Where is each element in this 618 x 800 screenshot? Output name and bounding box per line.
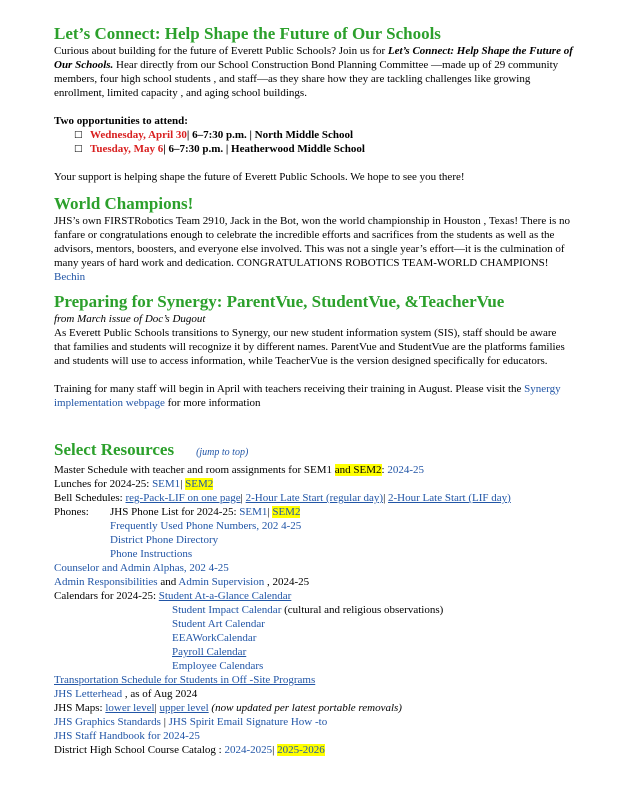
event-date-1: □ Wednesday, April 30| 6–7:30 p.m. | North Middle School	[74, 129, 354, 141]
transportation-link[interactable]: Transportation Schedule for Students in Off -Site Programs	[54, 674, 316, 686]
opportunities-title: Two opportunities to attend:	[54, 115, 188, 127]
event-date-2: □ Tuesday, May 6| 6–7:30 p.m. | Heatherwood Middle School	[74, 143, 365, 155]
at-a-glance-calendar-link[interactable]: Student At-a-Glance Calendar	[158, 590, 292, 602]
synergy-source: from March issue of Doc’s Dugout	[54, 313, 206, 325]
staff-handbook-link[interactable]: JHS Staff Handbook for 2024-25	[54, 730, 200, 742]
connect-paragraph: Curious about building for the future of Everett Public Schools? Join us for Let’s Connect: Help Shape the Future of Our Schools. Hear directly from our School Construction Bond Planning Committee —made up of 29 community members, four high school students , and staff—as they share how they are tackling challenges like growing enrollment, limited capacity , and aging school buildings.	[54, 45, 573, 99]
graphics-row: JHS Graphics Standards | JHS Spirit Email Signature How -to	[54, 716, 328, 728]
author-link[interactable]: Bechin	[54, 271, 86, 283]
art-calendar-link[interactable]: Student Art Calendar	[172, 618, 265, 630]
synergy-webpage-link[interactable]: Synergy implementation webpage	[54, 383, 561, 409]
lunches-row: Lunches for 2024-25: SEM1| SEM2	[54, 478, 214, 490]
letterhead-row: JHS Letterhead , as of Aug 2024	[54, 688, 198, 700]
connect-heading: Let’s Connect: Help Shape the Future of Our Schools	[54, 24, 441, 43]
synergy-paragraph-2: Training for many staff will begin in April with teachers receiving their training in August. Please visit the Synergy implementation webpage for more information	[54, 383, 561, 409]
frequent-numbers-link[interactable]: Frequently Used Phone Numbers, 202 4-25	[110, 520, 302, 532]
employee-calendars-link[interactable]: Employee Calendars	[172, 660, 264, 672]
bell-schedules-row: Bell Schedules: reg-Pack-LIF on one page| 2-Hour Late Start (regular day)| 2-Hour Late Start (LIF day)	[54, 492, 511, 504]
synergy-heading: Preparing for Synergy: ParentVue, StudentVue, &TeacherVue	[54, 292, 505, 311]
phones-sem1-link[interactable]: SEM1	[239, 506, 268, 518]
jump-to-top-link[interactable]: (jump to top)	[196, 447, 249, 458]
master-schedule-row: Master Schedule with teacher and room assignments for SEM1 and SEM2: 2024-25	[54, 464, 424, 476]
phones-row: Phones: JHS Phone List for 2024-25: SEM1| SEM2	[54, 506, 301, 518]
payroll-calendar-link[interactable]: Payroll Calendar	[172, 646, 247, 658]
newsletter-page	[54, 24, 574, 757]
course-catalog-row: District High School Course Catalog : 2024-2025| 2025-2026	[54, 744, 325, 756]
maps-row: JHS Maps: lower level| upper level (now updated per latest portable removals)	[54, 702, 402, 714]
champions-paragraph: JHS’s own FIRSTRobotics Team 2910, Jack in the Bot, won the world championship in Houston , Texas! There is no fanfare or congratulations enough to celebrate the incredible efforts and sacrifices from the students as well as the advisors, mentors, boosters, and everyone else involved. This was not a single year’s effort—it is the culmination of many years of hard work and dedication. CONGRATULATIONS ROBOTICS TEAM-WORLD CHAMPIONS! Bechin	[54, 215, 571, 283]
synergy-paragraph-1: As Everett Public Schools transitions to Synergy, our new student information system (SIS), staff should be aware that families and students will recognize it by different names. ParentVue and StudentVue are the platforms families and students will use to access information, while TeacherVue is the version designed specifically for educators.	[54, 327, 565, 367]
phones-sem2-link[interactable]: SEM2	[272, 506, 301, 518]
impact-calendar-row: Student Impact Calendar (cultural and religious observations)	[172, 604, 444, 616]
bell-reg-link[interactable]: reg-Pack-LIF on one page	[125, 492, 241, 504]
lunches-sem2-link[interactable]: SEM2	[185, 478, 214, 490]
champions-heading: World Champions!	[54, 194, 194, 213]
catalog-2025-link[interactable]: 2025-2026	[277, 744, 325, 756]
connect-closing: Your support is helping shape the future of Everett Public Schools. We hope to see you there!	[54, 171, 465, 183]
lower-level-map-link[interactable]: lower level	[105, 702, 155, 714]
letterhead-link[interactable]: JHS Letterhead	[54, 688, 123, 700]
graphics-standards-link[interactable]: JHS Graphics Standards	[54, 716, 161, 728]
bell-late-regular-link[interactable]: 2-Hour Late Start (regular day)	[245, 492, 384, 504]
upper-level-map-link[interactable]: upper level	[159, 702, 209, 714]
admin-row: Admin Responsibilities and Admin Supervision , 2024-25	[54, 576, 310, 588]
checkbox-bullet-icon: □	[74, 130, 83, 140]
catalog-2024-link[interactable]: 2024-2025	[224, 744, 273, 756]
resources-heading: Select Resources (jump to top)	[54, 440, 249, 459]
bell-late-lif-link[interactable]: 2-Hour Late Start (LIF day)	[388, 492, 511, 504]
lunches-sem1-link[interactable]: SEM1	[152, 478, 181, 490]
checkbox-bullet-icon: □	[74, 144, 83, 154]
email-signature-link[interactable]: JHS Spirit Email Signature How -to	[168, 716, 328, 728]
calendars-row: Calendars for 2024-25: Student At-a-Glance Calendar	[54, 590, 292, 602]
impact-calendar-link[interactable]: Student Impact Calendar	[172, 604, 282, 616]
admin-responsibilities-link[interactable]: Admin Responsibilities	[54, 576, 158, 588]
alphas-link[interactable]: Counselor and Admin Alphas, 202 4-25	[54, 562, 229, 574]
district-directory-link[interactable]: District Phone Directory	[110, 534, 219, 546]
master-schedule-link[interactable]: 2024-25	[387, 464, 424, 476]
phone-instructions-link[interactable]: Phone Instructions	[110, 548, 193, 560]
admin-supervision-link[interactable]: Admin Supervision	[178, 576, 265, 588]
eea-calendar-link[interactable]: EEAWorkCalendar	[172, 632, 257, 644]
